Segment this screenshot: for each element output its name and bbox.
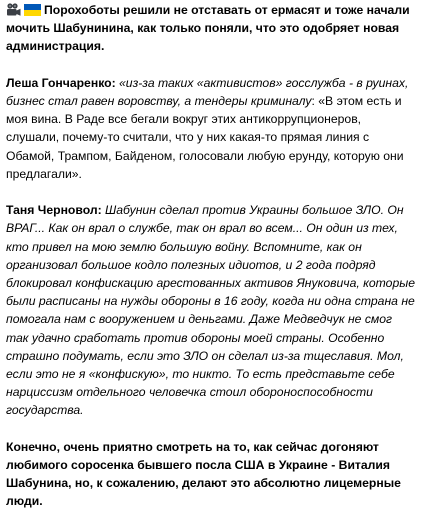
post-header-text: Порохоботы решили не отставать от ермасят и тоже начали мочить Шабунинина, как только поняли, что это одобряет новая администрация. bbox=[6, 3, 410, 54]
speaker-name: Таня Черновол: bbox=[6, 203, 102, 218]
conclusion-paragraph: Конечно, очень приятно смотреть на то, как сейчас догоняют любимого соросенка бывшего посла США в Украине - Виталия Шабунина, но, к сожалению, делают это абсолютно лицемерные люди. bbox=[6, 439, 401, 509]
quote-chernovol-paragraph bbox=[6, 201, 417, 419]
speaker-name: Леша Гончаренко: bbox=[6, 75, 116, 90]
quote-goncharenko-paragraph bbox=[6, 74, 417, 183]
quote-chernovol-text: Шабунин сделал против Украины большое ЗЛО. Он ВРАГ... Как он врал о службе, так он врал во всем... Он один из тех, кто привел на мою землю большую войну. Вспомните, как он организовал большое кодло полезных идиотов, и 2 года подряд блокировал конфискацию арестованных активов Януковича, которые были расписаны на нужды обороны в 16 году, когда ни одна страна не помогала нам с вооружением и деньгами. Даже Медведчук не смог так удачно сработать против обороны моей страны. Особенно страшно подумать, если это ЗЛО он сделал из-за тщеславия. Мол, если это не я «конфискую», то никто. То есть представьте себе нарциссизм отдельного человечка стоил обороноспособности государства. bbox=[6, 203, 415, 418]
post-header-paragraph bbox=[6, 1, 417, 56]
quote-goncharenko-italic: «из-за таких «активистов» госслужба - в руинах, бизнес стал равен воровству, а тендеры криминалу bbox=[6, 75, 409, 108]
movie-camera-icon bbox=[6, 3, 21, 16]
quote-goncharenko-text: : «В этом есть и моя вина. В Раде все бегали вокруг этих антикоррупционеров, слушали, почему-то считали, что у них какая-то прямая линия с Обамой, Трампом, Байденом, голосовали любую ерунду, которую они предлагали». bbox=[6, 94, 404, 181]
ukraine-flag-icon bbox=[24, 4, 41, 16]
